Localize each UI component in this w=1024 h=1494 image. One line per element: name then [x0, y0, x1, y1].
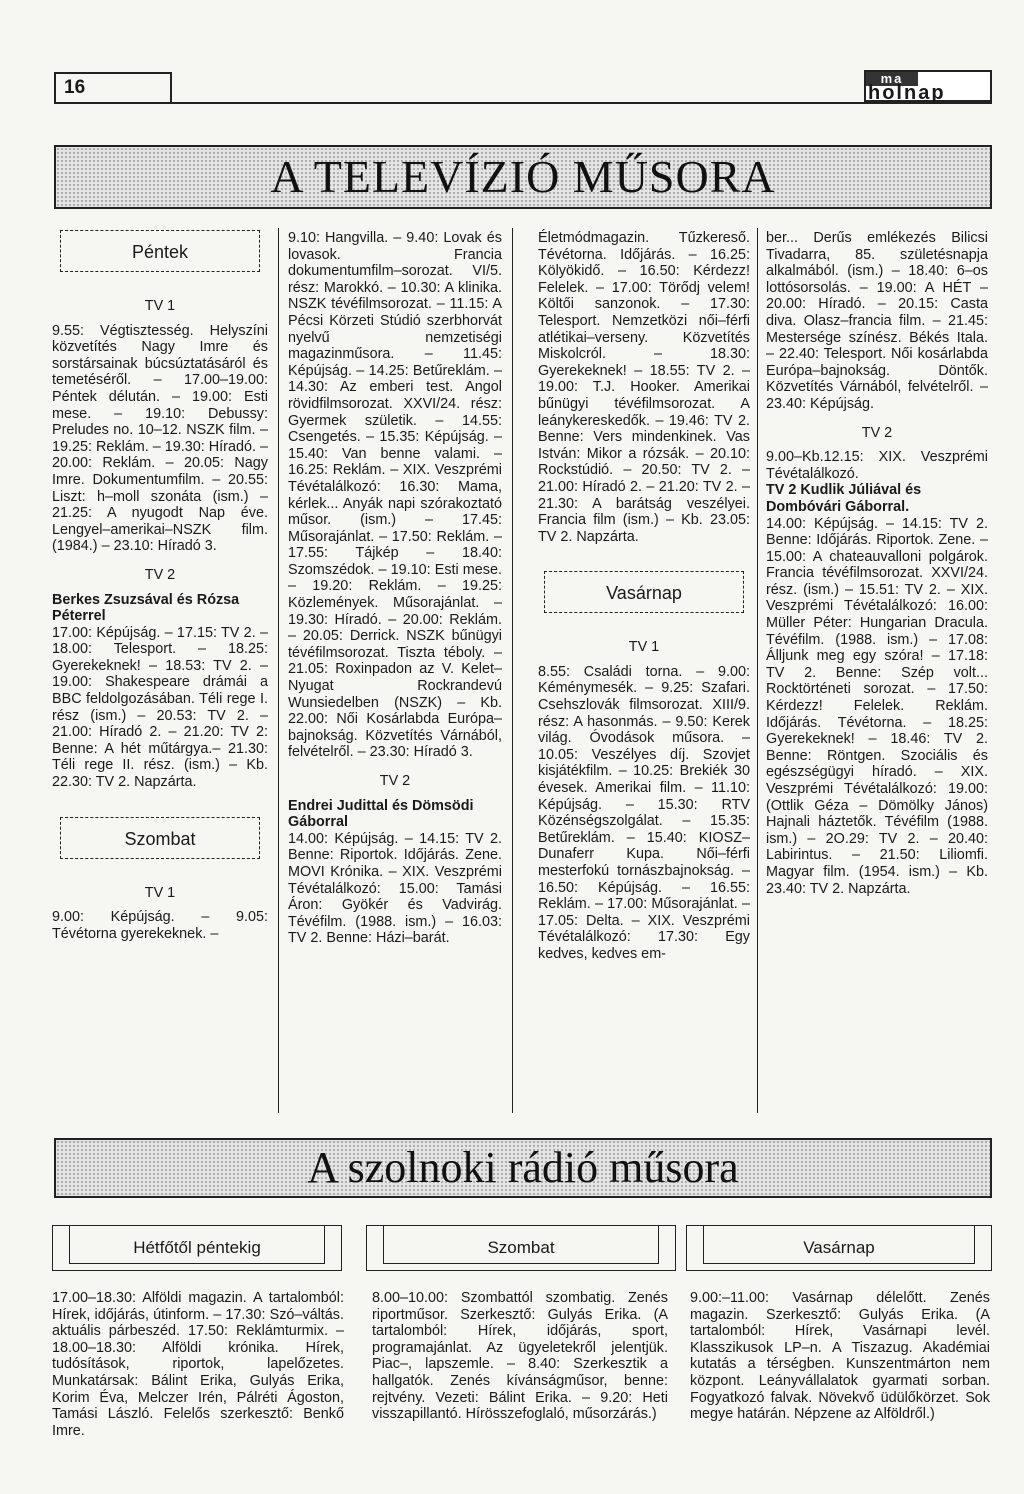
newspaper-logo [864, 70, 992, 102]
radio-day-box [52, 1225, 342, 1271]
tv-column-4 [766, 230, 988, 897]
program-listing: 8.55: Családi torna. – 9.00: Kéménymesék. – 9.25: Szafari. Csehszlovák filmsorozat. XIII/9. rész: A hasonmás. – 9.50: Kerek világ. Óvodások műsora. – 10.05: Veszélyes díj. Szovjet kisjátékfilm. – 10.25: Brekiék 30 évesek. Amerikai film. – 11.10: Képújság. – 15.30: RTV Közénségszolgálat. – 15.35: Betűreklám. – 15.40: KIOSZ–Dunaferr Kupa. Női–férfi mesterfokú tornászbajnokság. – 16.50: Képújság. – 16.55: Reklám. – 17.00: Műsorajánlat. – 17.05: Delta. – XIX. Veszprémi Tévétalálkozó: 17.30: Egy kedves, kedves em- [538, 663, 750, 962]
presenter-line: Berkes Zsuzsával és Rózsa Péterrel [52, 591, 240, 625]
page-number: 16 [54, 72, 172, 102]
program-listing: 14.00: Képújság. – 14.15: TV 2. Benne: Riportok. Időjárás. Zene. MOVI Krónika. – XIX. Veszprémi Tévétalálkozó: 15.00: Tamási Áron: Gyökér és Vadvirág. Tévéfilm. (1988. ism.) – 16.03: TV 2. Benne: Házi–barát. [288, 830, 502, 947]
tv-column-3 [538, 230, 750, 963]
program-listing: 17.00: Képújság. – 17.15: TV 2. – 18.00: Telesport. – 18.25: Gyerekeknek! – 18.53: TV 2. – 19.00: Shakespeare drámái a BBC feldolgozásában. Téli rege I. rész (ism.) – 20.53: TV 2. – 21.00: Híradó 2. – 21.20: TV 2: Benne: A hét műtárgya.– 21.30: Téli rege II. rész. (ism.) – Kb. 22.30: TV 2. Napzárta. [52, 624, 268, 791]
logo-top: ma [866, 72, 918, 86]
program-listing: 9.00–Kb.12.15: XIX. Veszprémi Tévétalálkozó. [766, 449, 988, 482]
tv-section-title [54, 145, 992, 209]
program-listing: 14.00: Képújság. – 14.15: TV 2. Benne: Időjárás. Riportok. Zene. – 15.00: A chateauvalloni polgárok. Francia tévéfilmsorozat. XXVI/24. rész. (ism.) – 15.51: TV 2. – XIX. Veszprémi Tévétalálkozó: 16.00: Müller Péter: Hungarian Dracula. Tévéfilm. (1988. ism.) – 17.08: Álljunk meg egy szóra! – 17.18: TV 2. Benne: Szép volt... Rocktörténeti sorozat. – 17.50: Kérdezz! Felelek. Reklám. Időjárás. Tévétorna. – 18.25: Gyerekeknek! – 18.46: TV 2. Benne: Röntgen. Szociális és egészségügyi híradó. – XIX. Veszprémi Tévétalálkozó: 19.00: (Ottlik Géza – Dömölky János) Hajnali háztetők. Tévéfilm (1988. ism.) – 2O.29: TV 2. – 20.40: Labirintus. – 21.50: Liliomfi. Magyar film. (1954. ism.) – Kb. 23.40: TV 2. Napzárta. [766, 515, 988, 897]
day-heading-wrapper [52, 230, 268, 272]
channel-heading: TV 1 [628, 639, 660, 656]
column-divider [757, 228, 758, 1113]
logo-bottom: holnap [868, 82, 946, 104]
program-listing: ber... Derűs emlékezés Bilicsi Tivadarra, 85. születésnapja alkalmából. (ism.) – 18.40: 6–os lottósorsolás. – 19.00: A HÉT – 20.00: Híradó. – 20.15: Casta diva. Olasz–francia film. – 21.45: Mestersége színész. Békés Itala. – 22.40: Telesport. Női kosárlabda Európa–bajnokság. Döntők. Közvetítés Várnából, felvételről. – 23.40: Képújság. [766, 230, 988, 412]
radio-title-text: A szolnoki rádió műsora [307, 1143, 739, 1192]
channel-heading: TV 2 [379, 773, 411, 789]
tv-column-2 [288, 230, 502, 947]
radio-column-2 [372, 1290, 668, 1423]
radio-day-box [686, 1225, 992, 1271]
channel-heading: TV 2 [144, 566, 176, 583]
presenter-line: Endrei Judittal és Dömsödi Gáborral [288, 797, 474, 831]
radio-day-title: Hétfőtől péntekig [69, 1226, 325, 1264]
radio-day-title: Vasárnap [703, 1226, 975, 1264]
day-heading-wrapper [538, 571, 750, 613]
channel-heading: TV 2 [861, 424, 893, 441]
column-divider [278, 228, 279, 1113]
column-divider [512, 228, 513, 1113]
day-heading: Péntek [60, 230, 260, 272]
radio-column-1 [52, 1290, 344, 1439]
program-listing: 9.55: Végtisztesség. Helyszíni közvetítés Nagy Imre és sorstársainak búcsúztatásáról és temetéséről. – 17.00–19.00: Péntek délután. – 19.00: Esti mese. – 19.10: Debussy: Preludes no. 10–12. NSZK film. – 19.25: Reklám. – 19.30: Híradó. – 20.00: Reklám. – 20.05: Nagy Imre. Dokumentumfilm. – 20.55: Liszt: h–moll szonáta (ism.) – 21.25: A nyugodt Nap éve. Lengyel–amerikai–NSZK film. (1984.) – 23.10: Híradó 3. [52, 322, 268, 555]
tv-title-text: A TELEVÍZIÓ MŰSORA [270, 151, 776, 202]
radio-program-text: 9.00:–11.00: Vasárnap délelőtt. Zenés magazin. Szerkesztő: Gulyás Erika. (A tartalomból: Hírek, Vasárnapi levél. Klasszikusok LP–n. A Tiszazug. Akadémiai kutatás a térségben. Kunszentmárton nem központ. Leányvállalatok gyarmati sorban. Fogyatkozó falvak. Növekvő üdülőkörzet. Sok megye határán. Népzene az Alföldről.) [690, 1290, 990, 1423]
page-header [54, 72, 992, 104]
radio-day-title: Szombat [383, 1226, 659, 1264]
channel-heading: TV 1 [144, 298, 176, 314]
program-listing: 9.10: Hangvilla. – 9.40: Lovak és lovasok. Francia dokumentumfilm–sorozat. VI/5. rész: Marokkó. – 10.30: A klinika. NSZK tévéfilmsorozat. – 11.15: A Pécsi Körzeti Stúdió szerbhorvát nyelvű nemzetiségi magazinműsora. – 11.45: Képújság. – 14.25: Betűreklám. – 14.30: Az emberi test. Angol rövidfilmsorozat. XXVI/24. rész: Gyermek születik. – 14.55: Csengetés. – 15.35: Képújság. – 15.40: Van benne valami. – 16.25: Reklám. – XIX. Veszprémi Tévétalálkozó: 16.30: Mama, kérlek... Anyák napi szórakoztató műsor. (ism.) – 17.45: Műsorajánlat. – 17.50: Reklám. – 17.55: Tájkép – 18.40: Szomszédok. – 19.10: Esti mese. – 19.20: Reklám. – 19.25: Közlemények. Műsorajánlat. – 19.30: Híradó. – 20.00: Reklám. – 20.05: Derrick. NSZK bűnügyi tévéfilmsorozat. Tiszta téboly. – 21.05: Roxinpadon az V. Kelet–Nyugat Rockrandevú Wunsiedelben (NSZK) – Kb. 22.00: Női Kosárlabda Európa–bajnokság. Közvetítés Várnából, felvételről. – 23.30: Híradó 3. [288, 230, 502, 761]
radio-day-box [366, 1225, 676, 1271]
program-listing: Életmódmagazin. Tűzkereső. Tévétorna. Időjárás. – 16.25: Kölyökidő. – 16.50: Kérdezz! Felelek. – 17.00: Törődj velem! Költői sanzonok. – 17.30: Telesport. Nemzetközi női–férfi atlétikai–verseny. Közvetítés Miskolcról. – 18.30: Gyerekeknek! – 18.55: TV 2. – 19.00: T.J. Hooker. Amerikai bűnügyi tévéfilmsorozat. A leánykereskedők. – 19.46: TV 2. Benne: Vers mindenkinek. Vas István: Mikor a rózsák. – 20.10: Rockstúdió. – 20.50: TV 2. – 21.00: Híradó 2. – 21.20: TV 2. – 21.30: A barátság veszélyei. Francia film (ism.) – Kb. 23.05: TV 2. Napzárta. [538, 230, 750, 545]
channel-heading: TV 1 [144, 884, 176, 901]
day-heading: Vasárnap [544, 571, 744, 613]
radio-column-3 [690, 1290, 990, 1423]
radio-program-text: 8.00–10.00: Szombattól szombatig. Zenés riportműsor. Szerkesztő: Gulyás Erika. (A tartalomból: Hírek, időjárás, sport, programajánlat. Az ügyeletekről jelentjük. Piac–, lapszemle. – 8.40: Szerkesztik a hallgatók. Zenés kívánságműsor, benne: rejtvény. Vezeti: Bálint Erika. – 9.20: Heti visszapillantó. Hírösszefoglaló, műsorzárás.) [372, 1290, 668, 1423]
tv-column-1 [52, 230, 268, 942]
presenter-line: TV 2 Kudlik Júliával és Dombóvári Gáborral. [766, 482, 922, 515]
day-heading-wrapper [52, 817, 268, 859]
program-listing: 9.00: Képújság. – 9.05: Tévétorna gyerekeknek. – [52, 909, 268, 942]
radio-program-text: 17.00–18.30: Alföldi magazin. A tartalomból: Hírek, időjárás, útinform. – 17.30: Szó–váltás. aktuális párbeszéd. 17.50: Reklámturmix. – 18.00–18.30: Alföldi krónika. Hírek, tudósítások, riportok, lapelőzetes. Munkatársak: Bálint Erika, Gulyás Erika, Korim Éva, Melczer Irén, Pálréti Ágoston, Tamási László. Felelős szerkesztő: Benkő Imre. [52, 1290, 344, 1439]
day-heading: Szombat [60, 817, 260, 859]
radio-section-title [54, 1138, 992, 1198]
